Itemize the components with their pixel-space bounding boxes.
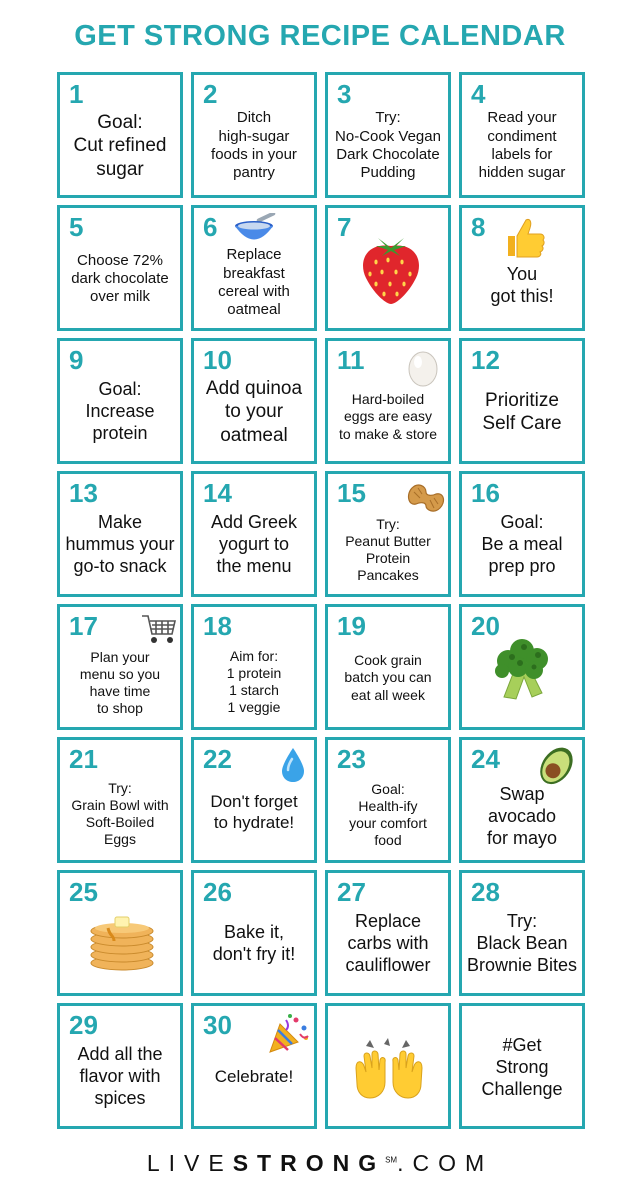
day-number: 16 bbox=[471, 478, 500, 508]
day-text: Make hummus your go-to snack bbox=[65, 512, 175, 576]
day-text: Read your condiment labels for hidden sugar bbox=[478, 109, 566, 182]
day-cell-4 bbox=[459, 72, 585, 198]
day-cell-25 bbox=[57, 870, 183, 996]
brand-light-start: LIVE bbox=[146, 1150, 233, 1176]
day-cell-7 bbox=[325, 205, 451, 331]
day-number: 21 bbox=[69, 744, 98, 774]
day-number: 26 bbox=[203, 877, 232, 907]
calendar-grid bbox=[57, 72, 587, 1129]
day-text: Add Greek yogurt to the menu bbox=[210, 512, 298, 576]
page-title: GET STRONG RECIPE CALENDAR bbox=[74, 20, 566, 52]
day-cell-27 bbox=[325, 870, 451, 996]
day-text: Try: Black Bean Brownie Bites bbox=[466, 911, 578, 975]
day-number: 25 bbox=[69, 877, 98, 907]
day-cell-16 bbox=[459, 471, 585, 597]
day-text: Ditch high-sugar foods in your pantry bbox=[211, 109, 297, 182]
day-cell-9 bbox=[57, 338, 183, 464]
day-text: Replace carbs with cauliflower bbox=[345, 911, 431, 975]
day-cell-21 bbox=[57, 737, 183, 863]
day-text: You got this! bbox=[490, 264, 554, 306]
day-text: Try: No-Cook Vegan Dark Chocolate Pudding bbox=[335, 109, 441, 182]
day-number: 23 bbox=[337, 744, 366, 774]
day-text: Bake it, don't fry it! bbox=[212, 922, 296, 964]
shopping-cart-icon bbox=[140, 612, 178, 646]
day-cell-28 bbox=[459, 870, 585, 996]
day-text: Add all the flavor with spices bbox=[77, 1044, 163, 1108]
day-text: Plan your menu so you have time to shop bbox=[79, 648, 161, 717]
day-cell-10 bbox=[191, 338, 317, 464]
day-cell-5 bbox=[57, 205, 183, 331]
day-text: Choose 72% dark chocolate over milk bbox=[71, 251, 169, 306]
challenge-text: #Get Strong Challenge bbox=[481, 1035, 563, 1099]
day-number: 11 bbox=[337, 345, 365, 375]
day-number: 28 bbox=[471, 877, 500, 907]
day-cell-11 bbox=[325, 338, 451, 464]
day-number: 10 bbox=[203, 345, 232, 375]
day-number: 24 bbox=[471, 744, 500, 774]
day-text: Swap avocado for mayo bbox=[486, 784, 558, 848]
day-number: 13 bbox=[69, 478, 98, 508]
day-text bbox=[63, 899, 177, 989]
day-text: Try: Peanut Butter Protein Pancakes bbox=[345, 515, 431, 584]
day-number: 18 bbox=[203, 611, 232, 641]
brand-bold: STRONG bbox=[232, 1150, 386, 1176]
day-cell-1 bbox=[57, 72, 183, 198]
challenge-cell bbox=[459, 1003, 585, 1129]
day-cell-30 bbox=[191, 1003, 317, 1129]
day-cell-6 bbox=[191, 205, 317, 331]
day-text: Don't forget to hydrate! bbox=[210, 792, 298, 832]
day-number: 15 bbox=[337, 478, 366, 508]
day-text: Cook grain batch you can eat all week bbox=[344, 652, 432, 703]
day-text: Replace breakfast cereal with oatmeal bbox=[218, 246, 290, 319]
day-cell-20 bbox=[459, 604, 585, 730]
day-number: 17 bbox=[69, 611, 98, 641]
day-text: Prioritize Self Care bbox=[482, 389, 562, 434]
day-cell-29 bbox=[57, 1003, 183, 1129]
day-text: Goal: Cut refined sugar bbox=[73, 112, 167, 180]
day-number: 9 bbox=[69, 345, 84, 375]
day-number: 19 bbox=[337, 611, 366, 641]
day-number: 1 bbox=[69, 79, 84, 109]
day-cell-19 bbox=[325, 604, 451, 730]
day-cell-14 bbox=[191, 471, 317, 597]
day-number: 12 bbox=[471, 345, 500, 375]
day-text: Goal: Health-ify your comfort food bbox=[349, 780, 427, 849]
day-text: Hard-boiled eggs are easy to make & store bbox=[338, 391, 438, 442]
day-cell-18 bbox=[191, 604, 317, 730]
day-number: 3 bbox=[337, 79, 352, 109]
day-cell-3 bbox=[325, 72, 451, 198]
brand-light-end: .COM bbox=[397, 1150, 494, 1176]
brand-trademark: SM bbox=[385, 1155, 398, 1165]
day-number: 2 bbox=[203, 79, 218, 109]
day-number: 6 bbox=[203, 212, 218, 242]
day-text: Goal: Be a meal prep pro bbox=[481, 512, 563, 576]
day-cell-26 bbox=[191, 870, 317, 996]
day-text: Try: Grain Bowl with Soft-Boiled Eggs bbox=[71, 779, 169, 848]
day-number: 8 bbox=[471, 212, 486, 242]
day-cell-13 bbox=[57, 471, 183, 597]
day-number: 30 bbox=[203, 1010, 232, 1040]
brand-footer[interactable] bbox=[0, 1150, 640, 1177]
day-text: Celebrate! bbox=[214, 1066, 294, 1086]
day-text: Add quinoa to your oatmeal bbox=[205, 378, 303, 446]
peanut-icon bbox=[406, 480, 446, 514]
day-text: Goal: Increase protein bbox=[85, 379, 155, 443]
day-cell-17 bbox=[57, 604, 183, 730]
day-number: 14 bbox=[203, 478, 232, 508]
day-cell-12 bbox=[459, 338, 585, 464]
day-number: 5 bbox=[69, 212, 84, 242]
day-number: 7 bbox=[337, 212, 352, 242]
day-cell-23 bbox=[325, 737, 451, 863]
day-number: 20 bbox=[471, 611, 500, 641]
day-text bbox=[465, 633, 579, 723]
day-number: 27 bbox=[337, 877, 366, 907]
day-number: 22 bbox=[203, 744, 232, 774]
day-number: 4 bbox=[471, 79, 486, 109]
day-number: 29 bbox=[69, 1010, 98, 1040]
day-cell-22 bbox=[191, 737, 317, 863]
day-text: Aim for: 1 protein 1 starch 1 veggie bbox=[226, 647, 282, 716]
day-cell-24 bbox=[459, 737, 585, 863]
day-cell-raised-hands bbox=[325, 1003, 451, 1129]
day-cell-15 bbox=[325, 471, 451, 597]
day-cell-2 bbox=[191, 72, 317, 198]
day-text bbox=[331, 234, 445, 324]
day-text bbox=[331, 1032, 445, 1122]
day-cell-8 bbox=[459, 205, 585, 331]
